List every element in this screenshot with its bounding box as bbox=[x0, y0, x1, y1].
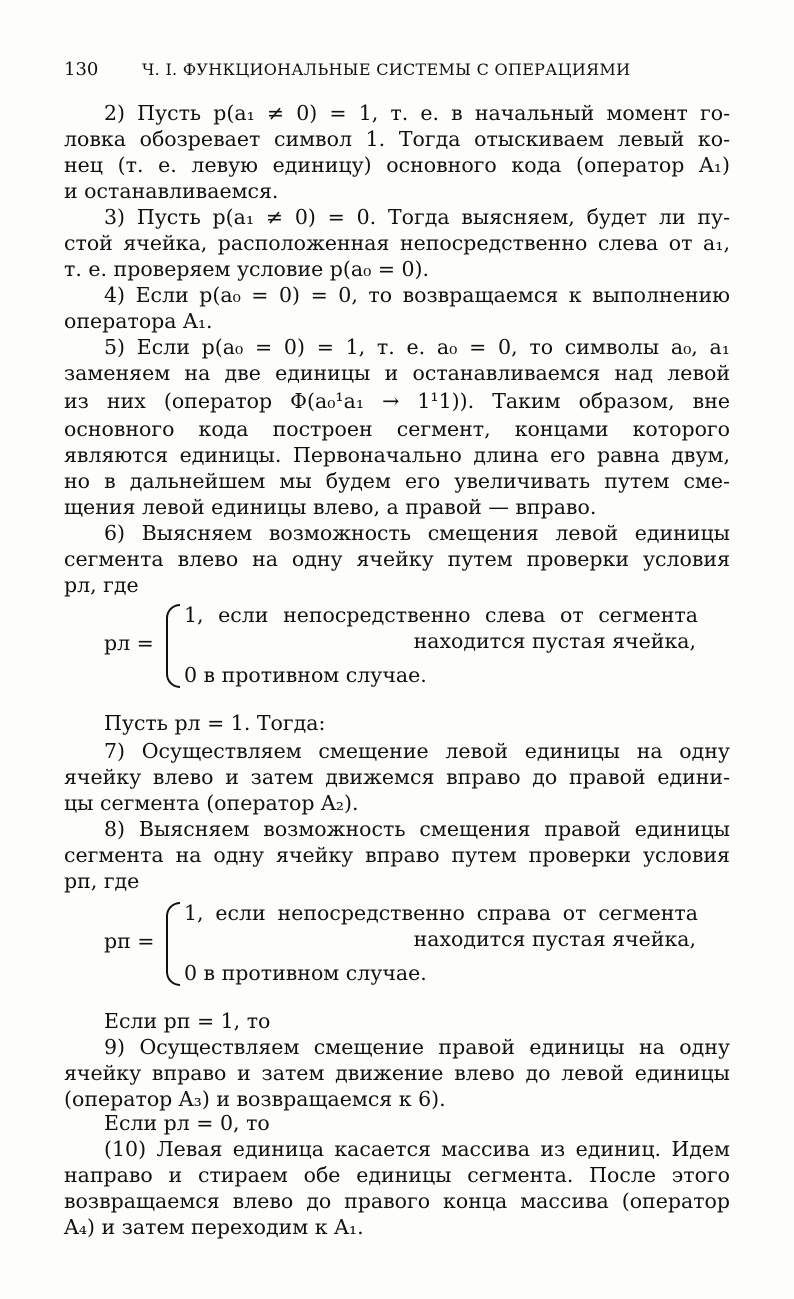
text-line: A₄) и затем переходим к A₁. bbox=[64, 1215, 364, 1239]
text-line: 3) Пусть p(a₁ ≠ 0) = 0. Тогда выясняем, будет ли пу- bbox=[104, 205, 730, 229]
formula-case-1-cont: находится пустая ячейка, bbox=[413, 629, 696, 653]
text-line: основного кода построен сегмент, концами которого bbox=[64, 417, 730, 441]
text-line: Если pл = 0, то bbox=[104, 1111, 270, 1135]
text-line: 2) Пусть p(a₁ ≠ 0) = 1, т. е. в начальный момент го- bbox=[104, 101, 730, 125]
text-line: 7) Осуществляем смещение левой единицы на одну bbox=[104, 739, 730, 763]
formula-case-2: 0 в противном случае. bbox=[184, 961, 427, 985]
text-line: щения левой единицы влево, а правой — вправо. bbox=[64, 495, 597, 519]
formula-p-right bbox=[100, 898, 730, 988]
text-line: 9) Осуществляем смещение правой единицы на одну bbox=[104, 1035, 730, 1059]
text-line: оператора A₁. bbox=[64, 309, 213, 333]
page-header bbox=[64, 54, 730, 86]
curly-brace bbox=[166, 902, 180, 986]
formula-case-1: 1, если непосредственно слева от сегмента bbox=[184, 603, 698, 627]
running-head: Ч. I. ФУНКЦИОНАЛЬНЫЕ СИСТЕМЫ С ОПЕРАЦИЯМИ bbox=[142, 60, 631, 79]
text-line: 8) Выясняем возможность смещения правой единицы bbox=[104, 817, 730, 841]
text-line: Если pп = 1, то bbox=[104, 1009, 271, 1033]
text-line: 5) Если p(a₀ = 0) = 1, т. е. a₀ = 0, то символы a₀, a₁ bbox=[104, 335, 730, 359]
curly-brace bbox=[166, 604, 180, 688]
text-line: и останавливаемся. bbox=[64, 179, 279, 203]
page-number: 130 bbox=[64, 59, 99, 80]
text-line: (оператор A₃) и возвращаемся к 6). bbox=[64, 1087, 446, 1111]
text-line: направо и стираем обе единицы сегмента. После этого bbox=[64, 1163, 730, 1187]
text-line: т. е. проверяем условие p(a₀ = 0). bbox=[64, 257, 430, 281]
formula-case-1-cont: находится пустая ячейка, bbox=[413, 927, 696, 951]
text-line: заменяем на две единицы и останавливаемся над левой bbox=[64, 361, 730, 385]
formula-case-2: 0 в противном случае. bbox=[184, 663, 427, 687]
text-line: из них (оператор Φ(a₀¹a₁ → 1¹1)). Таким образом, вне bbox=[64, 389, 730, 413]
text-line: Пусть pл = 1. Тогда: bbox=[104, 711, 326, 735]
text-line: 4) Если p(a₀ = 0) = 0, то возвращаемся к выполнению bbox=[104, 283, 730, 307]
formula-lhs: pп = bbox=[104, 929, 155, 953]
text-line: сегмента на одну ячейку вправо путем проверки условия bbox=[64, 843, 730, 867]
formula-lhs: pл = bbox=[104, 631, 154, 655]
text-line: но в дальнейшем мы будем его увеличивать путем сме- bbox=[64, 469, 730, 493]
text-line: цы сегмента (оператор A₂). bbox=[64, 791, 359, 815]
text-line: нец (т. е. левую единицу) основного кода (оператор A₁) bbox=[64, 153, 730, 177]
text-line: ячейку вправо и затем движение влево до левой единицы bbox=[64, 1061, 730, 1085]
formula-p-left bbox=[100, 600, 730, 690]
text-line: сегмента влево на одну ячейку путем проверки условия bbox=[64, 547, 730, 571]
text-line: ловка обозревает символ 1. Тогда отыскиваем левый ко- bbox=[64, 127, 730, 151]
text-line: 6) Выясняем возможность смещения левой единицы bbox=[104, 521, 730, 545]
formula-case-1: 1, если непосредственно справа от сегмента bbox=[184, 901, 698, 925]
text-line: стой ячейка, расположенная непосредственно слева от a₁, bbox=[64, 231, 730, 255]
text-line: (10) Левая единица касается массива из единиц. Идем bbox=[104, 1137, 730, 1161]
text-line: pп, где bbox=[64, 869, 140, 893]
text-line: ячейку влево и затем движемся вправо до правой едини- bbox=[64, 765, 730, 789]
text-line: являются единицы. Первоначально длина его равна двум, bbox=[64, 443, 730, 467]
text-line: возвращаемся влево до правого конца массива (оператор bbox=[64, 1189, 730, 1213]
text-line: pл, где bbox=[64, 573, 139, 597]
